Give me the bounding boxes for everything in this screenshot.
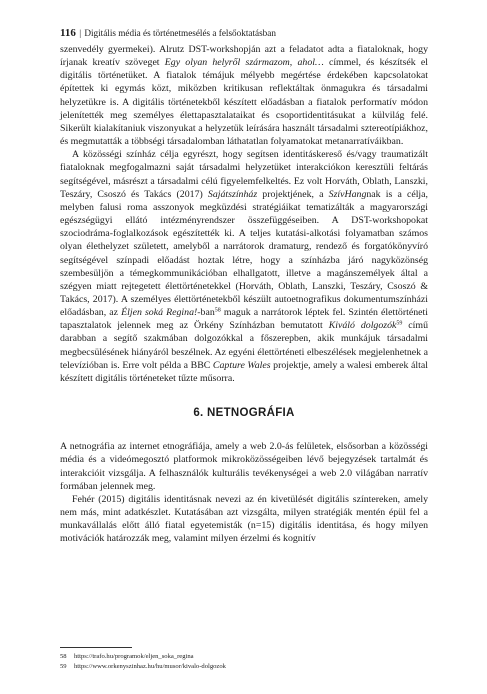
header-separator: | xyxy=(79,28,82,38)
italic-run: Sajátszínház xyxy=(207,188,258,200)
text-run: A közösségi színház célja egyrészt, hogy segítsen identitáskereső és/vagy traumatizált fiataloknak megfogalmazni saját társadalmi helyzetüket interakciókon keresztüli feltárás segítségével, másrészt a társadalmi célú figyelemfelkeltés. Ez volt Horváth, Oblath, Lanszki, Teszáry, Csoszó és Takács (2017) xyxy=(60,149,428,200)
text-run: címmel, és készítsék el digitális történetüket. A fiatalok témájuk mélyebb megértése érdekében kapcsolatokat építettek ki egymás közt, miközben kritikusan reflektáltak önmagukra és társadalmi helyzetükre is. A digitális történetekből készített előadásban a fiatalok performatív módon jelenítették meg személyes élettapasztalataikat és csoportidentitásukat a külvilág felé. Sikerült kialakítaniuk viszonyukat a helyzetük leírására használt társadalmi sztereotípiákhoz, és megmutatták a többségi társadalomban láthatatlan folyamatokat metanarratíváikban. xyxy=(60,57,428,148)
section-heading: 6. NETNOGRÁFIA xyxy=(193,407,295,420)
footnote-link[interactable]: https://www.orkenyszinhaz.hu/hu/musor/kivalo-dolgozok xyxy=(74,663,226,670)
italic-run: Éljen soká Regina! xyxy=(121,307,198,319)
page-number: 116 xyxy=(60,27,76,39)
text-run: maguk a narrátorok léptek fel. Szintén élettörténeti tapasztalatok jelennek meg az Örkény Színházban bemutatott xyxy=(60,307,428,332)
body-text xyxy=(60,43,428,545)
paragraph-4 xyxy=(60,493,428,546)
text-run: nak is a célja, melyben falusi roma asszonyok megküzdési stratégiáikat tematizálták a magyarországi egészségügyi ellátó intézményrendszer összefüggéseiben. A DST-workshopokat szociodráma-foglalkozások egészítették ki. A teljes kutatási-alkotási folyamatban számos olyan élethelyzet született, amelyből a narrátorok dramaturg, rendező és forgatókönyvíró segítségével színpadi előadást hoztak létre, hogy a színházba járó nagyközönség szembesüljön a témegkommunikációban elhallgatott, illetve a magánszemélyek által a szégyen miatt rejtegetett élettörténetekkel (Horváth, Oblath, Lanszki, Teszáry, Csoszó & Takács, 2017). A személyes élettörténetekből készült autoetnografikus dokumentumszínházi előadásban, az xyxy=(60,188,429,319)
running-header xyxy=(60,27,276,39)
footnote-number: 58 xyxy=(60,653,67,660)
italic-run: Capture Wales xyxy=(212,359,271,371)
footnote-link[interactable]: https://trafo.hu/programok/eljen_soka_regina xyxy=(74,653,194,660)
italic-run: SzívHang xyxy=(328,188,367,200)
text-run: projektje, amely a walesi emberek által készített digitális történeteket tűzte műsorra. xyxy=(60,359,428,384)
text-run: projektjének, a xyxy=(257,188,329,200)
footnote xyxy=(60,652,226,662)
paragraph-1 xyxy=(60,43,428,148)
book-title: Digitális média és történetmesélés a felsőoktatásban xyxy=(84,28,276,38)
italic-run: Egy olyan helyről származom, ahol… xyxy=(164,57,324,69)
text-run: A netnográfia az internet etnográfiája, amely a web 2.0-ás felületek, elsősorban a közösségi média és a videómegosztó platformok mikroközösségeiben lévő bejegyzések tartalmát és interakcióit vizsgálja. A felhasználók kulturális tevékenységei a web 2.0 világában narratív formában jelennek meg. xyxy=(60,441,428,492)
footnotes xyxy=(60,652,226,672)
text-run: szenvedély gyermekei). Alrutz DST-workshopján azt a feladatot adta a fiataloknak, hogy írjanak kreatív szöveget xyxy=(60,44,428,69)
italic-run: Kiváló dolgozók xyxy=(328,320,397,332)
paragraph-2 xyxy=(60,148,428,385)
text-run: -ban xyxy=(197,307,215,319)
footnote-number: 59 xyxy=(60,663,67,670)
text-run: Fehér (2015) digitális identitásnak nevezi az én kivetülését digitális színtereken, amely nem más, mint adatkészlet. Kutatásában azt vizsgálta, milyen stratégiák mentén épül fel a munkavállalás előtt álló fiatal egyetemisták (n=15) digitális identitása, és hogy milyen motivációk határozzák meg, valamint milyen érzelmi és kognitív xyxy=(60,493,428,545)
text-run: című darabban a segítő szakmában dolgozókkal a főszerepben, akik munkájuk társadalmi megbecsülésének hiányáról beszélnek. Az egyéni élettörténeti elbeszélések megjelenhetnek a televízióban is. Erre volt példa a BBC xyxy=(60,320,428,371)
paragraph-3 xyxy=(60,440,428,493)
footnote xyxy=(60,662,226,672)
footnote-ref[interactable]: 59 xyxy=(396,320,403,327)
footnote-ref[interactable]: 58 xyxy=(214,307,221,314)
footnote-divider xyxy=(60,647,132,648)
